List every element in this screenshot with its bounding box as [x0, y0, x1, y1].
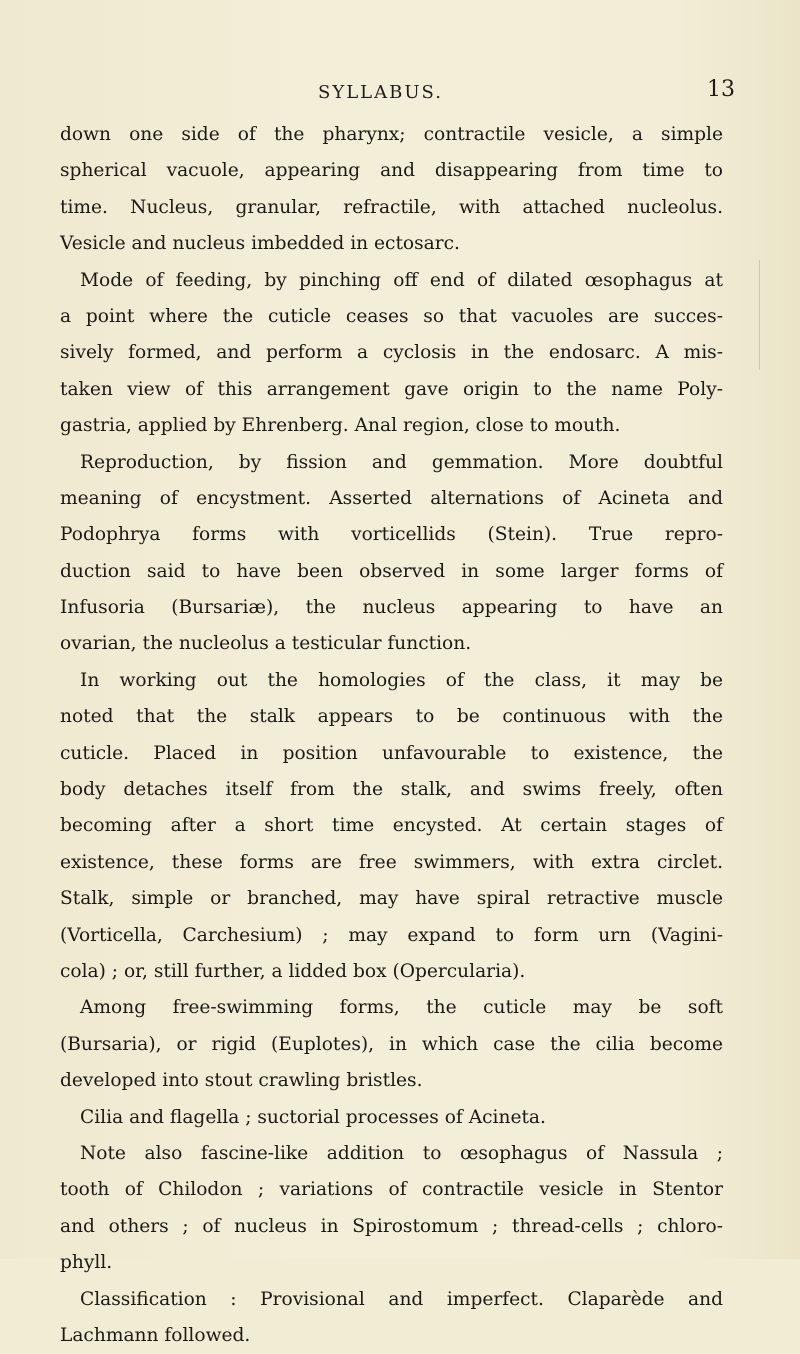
text-line: In working out the homologies of the class, it may be — [80, 669, 723, 691]
text-line: cuticle. Placed in position unfavourable to existence, the — [60, 742, 723, 764]
text-line: (Bursaria), or rigid (Euplotes), in which case the cilia become — [60, 1033, 723, 1055]
text-line: sively formed, and perform a cyclosis in the endosarc. A mis- — [60, 342, 723, 364]
text-line: and others ; of nucleus in Spirostomum ; thread-cells ; chloro- — [60, 1215, 723, 1237]
text-line: Reproduction, by fission and gemmation. More doubtful — [80, 451, 723, 473]
text-line: body detaches itself from the stalk, and swims freely, often — [60, 779, 723, 801]
page-number: 13 — [707, 77, 735, 102]
text-line: (Vorticella, Carchesium) ; may expand to form urn (Vagini- — [60, 924, 723, 946]
text-line: becoming after a short time encysted. At certain stages of — [60, 815, 723, 837]
text-line: down one side of the pharynx; contractile vesicle, a simple — [60, 124, 723, 145]
page-header — [0, 77, 800, 110]
text-line: Vesicle and nucleus imbedded in ectosarc. — [60, 233, 460, 255]
text-line: a point where the cuticle ceases so that vacuoles are succes- — [60, 305, 723, 327]
running-title: SYLLABUS. — [318, 82, 443, 103]
text-line: Cilia and flagella ; suctorial processes of Acineta. — [80, 1106, 546, 1128]
text-line: cola) ; or, still further, a lidded box (Opercularia). — [60, 960, 526, 982]
text-line: Stalk, simple or branched, may have spiral retractive muscle — [60, 888, 723, 910]
text-line: developed into stout crawling bristles. — [60, 1070, 423, 1092]
text-line: tooth of Chilodon ; variations of contractile vesicle in Stentor — [60, 1179, 723, 1201]
text-line: time. Nucleus, granular, refractile, with attached nucleolus. — [60, 196, 723, 218]
text-line: phyll. — [60, 1252, 113, 1274]
text-line: Mode of feeding, by pinching off end of dilated œsophagus at — [80, 269, 723, 291]
text-line: Note also fascine-like addition to œsophagus of Nassula ; — [80, 1142, 723, 1164]
text-line: meaning of encystment. Asserted alternations of Acineta and — [60, 487, 723, 509]
text-line: spherical vacuole, appearing and disappearing from time to — [60, 160, 723, 182]
text-line: Lachmann followed. — [60, 1324, 251, 1346]
text-line: gastria, applied by Ehrenberg. Anal region, close to mouth. — [60, 415, 621, 437]
text-line: existence, these forms are free swimmers, with extra circlet. — [60, 851, 723, 873]
page-edge-shadow — [759, 260, 790, 370]
text-line: ovarian, the nucleolus a testicular function. — [60, 633, 472, 655]
text-line: Podophrya forms with vorticellids (Stein). True repro- — [60, 524, 723, 546]
text-line: taken view of this arrangement gave origin to the name Poly- — [60, 378, 723, 400]
text-line: duction said to have been observed in some larger forms of — [60, 560, 723, 582]
text-line: Infusoria (Bursariæ), the nucleus appearing to have an — [60, 597, 723, 619]
body-text — [60, 117, 723, 1354]
text-line: Among free-swimming forms, the cuticle may be soft — [80, 997, 723, 1019]
text-line: noted that the stalk appears to be continuous with the — [60, 706, 723, 728]
text-line: Classification : Provisional and imperfect. Claparède and — [80, 1288, 723, 1310]
